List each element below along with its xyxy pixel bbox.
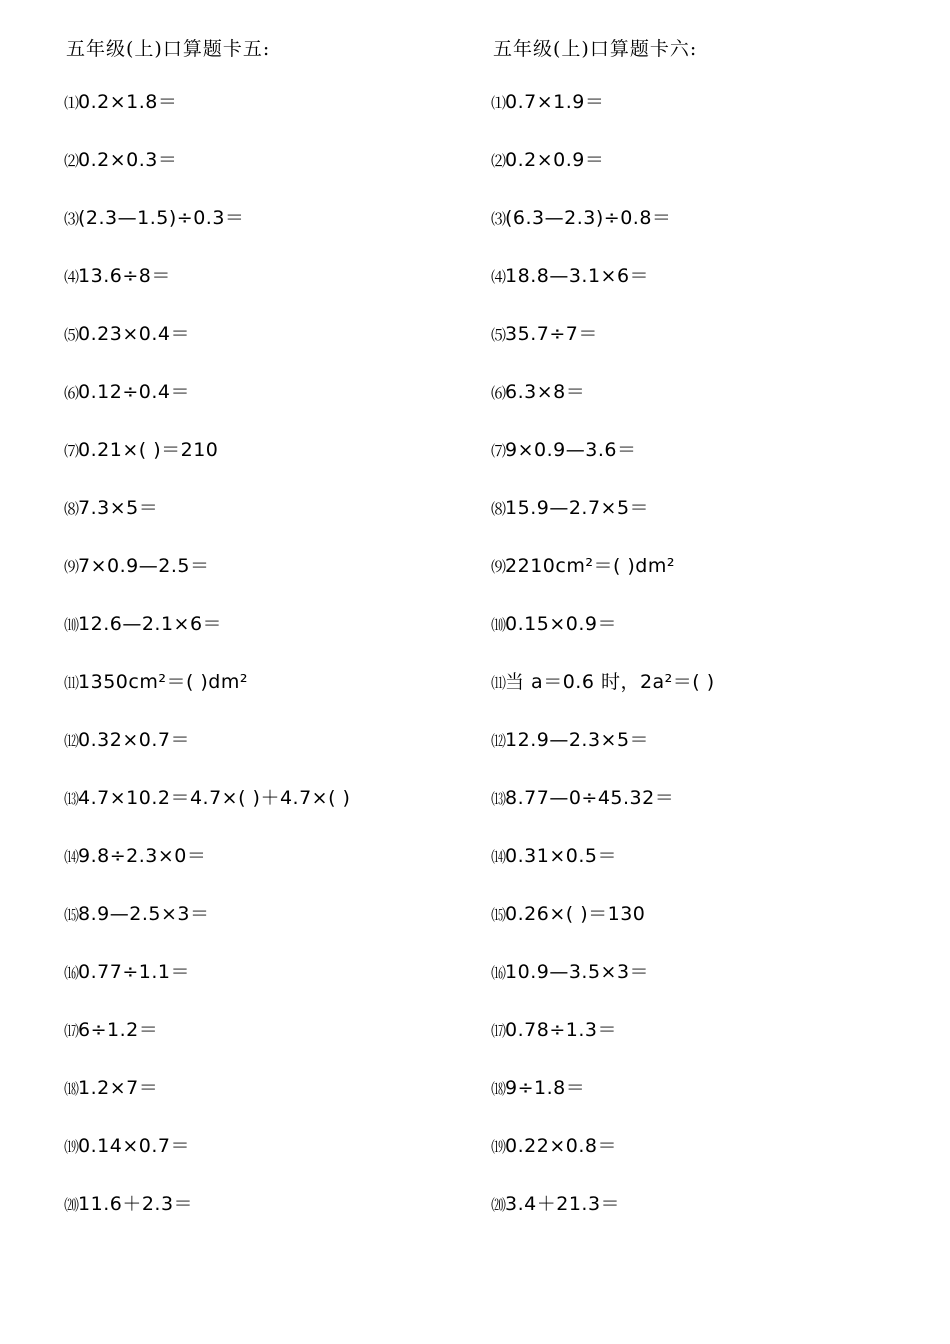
problem-item bbox=[64, 785, 350, 811]
problem-expression: 7.3×5＝ bbox=[78, 497, 159, 519]
problem-expression: 12.9—2.3×5＝ bbox=[505, 729, 650, 751]
problem-number: ⑽ bbox=[64, 616, 79, 634]
problem-expression: 8.9—2.5×3＝ bbox=[78, 903, 210, 925]
problem-expression: 11.6＋2.3＝ bbox=[78, 1193, 194, 1215]
problem-expression: 0.32×0.7＝ bbox=[78, 729, 190, 751]
problem-number: ⑷ bbox=[491, 268, 506, 286]
problem-number: ⒀ bbox=[64, 790, 79, 808]
problem-number: ⑺ bbox=[491, 442, 506, 460]
problem-expression: 0.7×1.9＝ bbox=[505, 91, 605, 113]
problem-expression: 6.3×8＝ bbox=[505, 381, 586, 403]
problem-number: ⑾ bbox=[491, 674, 506, 692]
problem-item bbox=[491, 901, 645, 927]
problem-item bbox=[491, 959, 649, 985]
problem-number: ⑻ bbox=[64, 500, 79, 518]
problem-number: ⑿ bbox=[64, 732, 79, 750]
problem-number: ⑸ bbox=[64, 326, 79, 344]
problem-number: ⑾ bbox=[64, 674, 79, 692]
problem-item bbox=[491, 1191, 620, 1217]
problem-expression: 0.77÷1.1＝ bbox=[78, 961, 190, 983]
problem-item bbox=[491, 553, 675, 579]
problem-item bbox=[64, 1191, 193, 1217]
problem-expression: 10.9—3.5×3＝ bbox=[505, 961, 650, 983]
problem-item bbox=[491, 669, 715, 695]
problem-number: ⒀ bbox=[491, 790, 506, 808]
problem-item bbox=[491, 263, 649, 289]
problem-item bbox=[64, 611, 222, 637]
problem-item bbox=[64, 437, 218, 463]
problem-item bbox=[64, 205, 244, 231]
problem-expression: 0.2×0.3＝ bbox=[78, 149, 178, 171]
problem-item bbox=[64, 89, 177, 115]
problem-number: ⑿ bbox=[491, 732, 506, 750]
problem-number: ⑹ bbox=[64, 384, 79, 402]
problem-item bbox=[491, 147, 604, 173]
problem-item bbox=[491, 205, 671, 231]
problem-expression: 9×0.9—3.6＝ bbox=[505, 439, 637, 461]
problem-expression: 0.2×0.9＝ bbox=[505, 149, 605, 171]
problem-expression: 13.6÷8＝ bbox=[78, 265, 171, 287]
problem-item bbox=[491, 495, 649, 521]
problem-item bbox=[491, 321, 598, 347]
problem-number: ⒇ bbox=[64, 1196, 79, 1214]
problem-item bbox=[64, 495, 158, 521]
problem-expression: (2.3—1.5)÷0.3＝ bbox=[78, 207, 245, 229]
problem-item bbox=[64, 1075, 158, 1101]
problem-number: ⒂ bbox=[64, 906, 79, 924]
problem-item bbox=[491, 1075, 585, 1101]
problem-number: ⒁ bbox=[491, 848, 506, 866]
problem-expression: 0.78÷1.3＝ bbox=[505, 1019, 617, 1041]
problem-expression: 0.21×( )＝210 bbox=[78, 439, 219, 461]
problem-number: ⒇ bbox=[491, 1196, 506, 1214]
problem-item bbox=[64, 1017, 158, 1043]
problem-item bbox=[491, 1017, 617, 1043]
problem-item bbox=[64, 727, 190, 753]
problem-number: ⑽ bbox=[491, 616, 506, 634]
problem-number: ⑸ bbox=[491, 326, 506, 344]
problem-number: ⒆ bbox=[64, 1138, 79, 1156]
problem-item bbox=[64, 1133, 190, 1159]
problem-number: ⑴ bbox=[491, 94, 506, 112]
problem-item bbox=[491, 727, 649, 753]
problem-number: ⒄ bbox=[491, 1022, 506, 1040]
card-title: 五年级(上)口算题卡五: bbox=[66, 38, 271, 60]
problem-item bbox=[491, 611, 617, 637]
problem-expression: 15.9—2.7×5＝ bbox=[505, 497, 650, 519]
problem-number: ⒂ bbox=[491, 906, 506, 924]
problem-number: ⑺ bbox=[64, 442, 79, 460]
problem-expression: 9÷1.8＝ bbox=[505, 1077, 586, 1099]
problem-number: ⒆ bbox=[491, 1138, 506, 1156]
problem-expression: 12.6—2.1×6＝ bbox=[78, 613, 223, 635]
problem-item bbox=[64, 263, 171, 289]
problem-item bbox=[491, 785, 674, 811]
problem-item bbox=[64, 959, 190, 985]
problem-number: ⒁ bbox=[64, 848, 79, 866]
problem-expression: 1.2×7＝ bbox=[78, 1077, 159, 1099]
problem-item bbox=[64, 379, 190, 405]
problem-number: ⑼ bbox=[491, 558, 506, 576]
problem-expression: 7×0.9—2.5＝ bbox=[78, 555, 210, 577]
problem-expression: 3.4＋21.3＝ bbox=[505, 1193, 621, 1215]
problem-number: ⑻ bbox=[491, 500, 506, 518]
problem-item bbox=[491, 379, 585, 405]
problem-number: ⒅ bbox=[64, 1080, 79, 1098]
problem-expression: 6÷1.2＝ bbox=[78, 1019, 159, 1041]
problem-expression: (6.3—2.3)÷0.8＝ bbox=[505, 207, 672, 229]
problem-expression: 0.31×0.5＝ bbox=[505, 845, 617, 867]
problem-number: ⑼ bbox=[64, 558, 79, 576]
problem-number: ⑴ bbox=[64, 94, 79, 112]
problem-item bbox=[64, 553, 209, 579]
problem-expression: 0.12÷0.4＝ bbox=[78, 381, 190, 403]
problem-item bbox=[491, 1133, 617, 1159]
problem-expression: 0.14×0.7＝ bbox=[78, 1135, 190, 1157]
problem-expression: 0.23×0.4＝ bbox=[78, 323, 190, 345]
problem-number: ⑶ bbox=[64, 210, 79, 228]
problem-number: ⑵ bbox=[64, 152, 79, 170]
problem-expression: 2210cm²＝( )dm² bbox=[505, 555, 675, 577]
problem-item bbox=[491, 89, 604, 115]
problem-expression: 8.77—0÷45.32＝ bbox=[505, 787, 675, 809]
problem-number: ⒃ bbox=[64, 964, 79, 982]
problem-number: ⑹ bbox=[491, 384, 506, 402]
problem-expression: 1350cm²＝( )dm² bbox=[78, 671, 248, 693]
problem-item bbox=[491, 843, 617, 869]
problem-item bbox=[64, 843, 206, 869]
problem-number: ⒄ bbox=[64, 1022, 79, 1040]
problem-item bbox=[64, 669, 248, 695]
problem-expression: 当 a＝0.6 时，2a²＝( ) bbox=[505, 671, 715, 693]
problem-item bbox=[64, 321, 190, 347]
problem-number: ⑵ bbox=[491, 152, 506, 170]
problem-item bbox=[64, 147, 177, 173]
card-title: 五年级(上)口算题卡六: bbox=[493, 38, 698, 60]
problem-number: ⒅ bbox=[491, 1080, 506, 1098]
problem-number: ⑷ bbox=[64, 268, 79, 286]
problem-item bbox=[491, 437, 636, 463]
problem-number: ⒃ bbox=[491, 964, 506, 982]
problem-item bbox=[64, 901, 209, 927]
problem-number: ⑶ bbox=[491, 210, 506, 228]
problem-expression: 0.15×0.9＝ bbox=[505, 613, 617, 635]
problem-expression: 35.7÷7＝ bbox=[505, 323, 598, 345]
problem-expression: 0.2×1.8＝ bbox=[78, 91, 178, 113]
problem-expression: 9.8÷2.3×0＝ bbox=[78, 845, 207, 867]
problem-expression: 4.7×10.2＝4.7×( )＋4.7×( ) bbox=[78, 787, 351, 809]
problem-expression: 0.26×( )＝130 bbox=[505, 903, 646, 925]
problem-expression: 0.22×0.8＝ bbox=[505, 1135, 617, 1157]
problem-expression: 18.8—3.1×6＝ bbox=[505, 265, 650, 287]
